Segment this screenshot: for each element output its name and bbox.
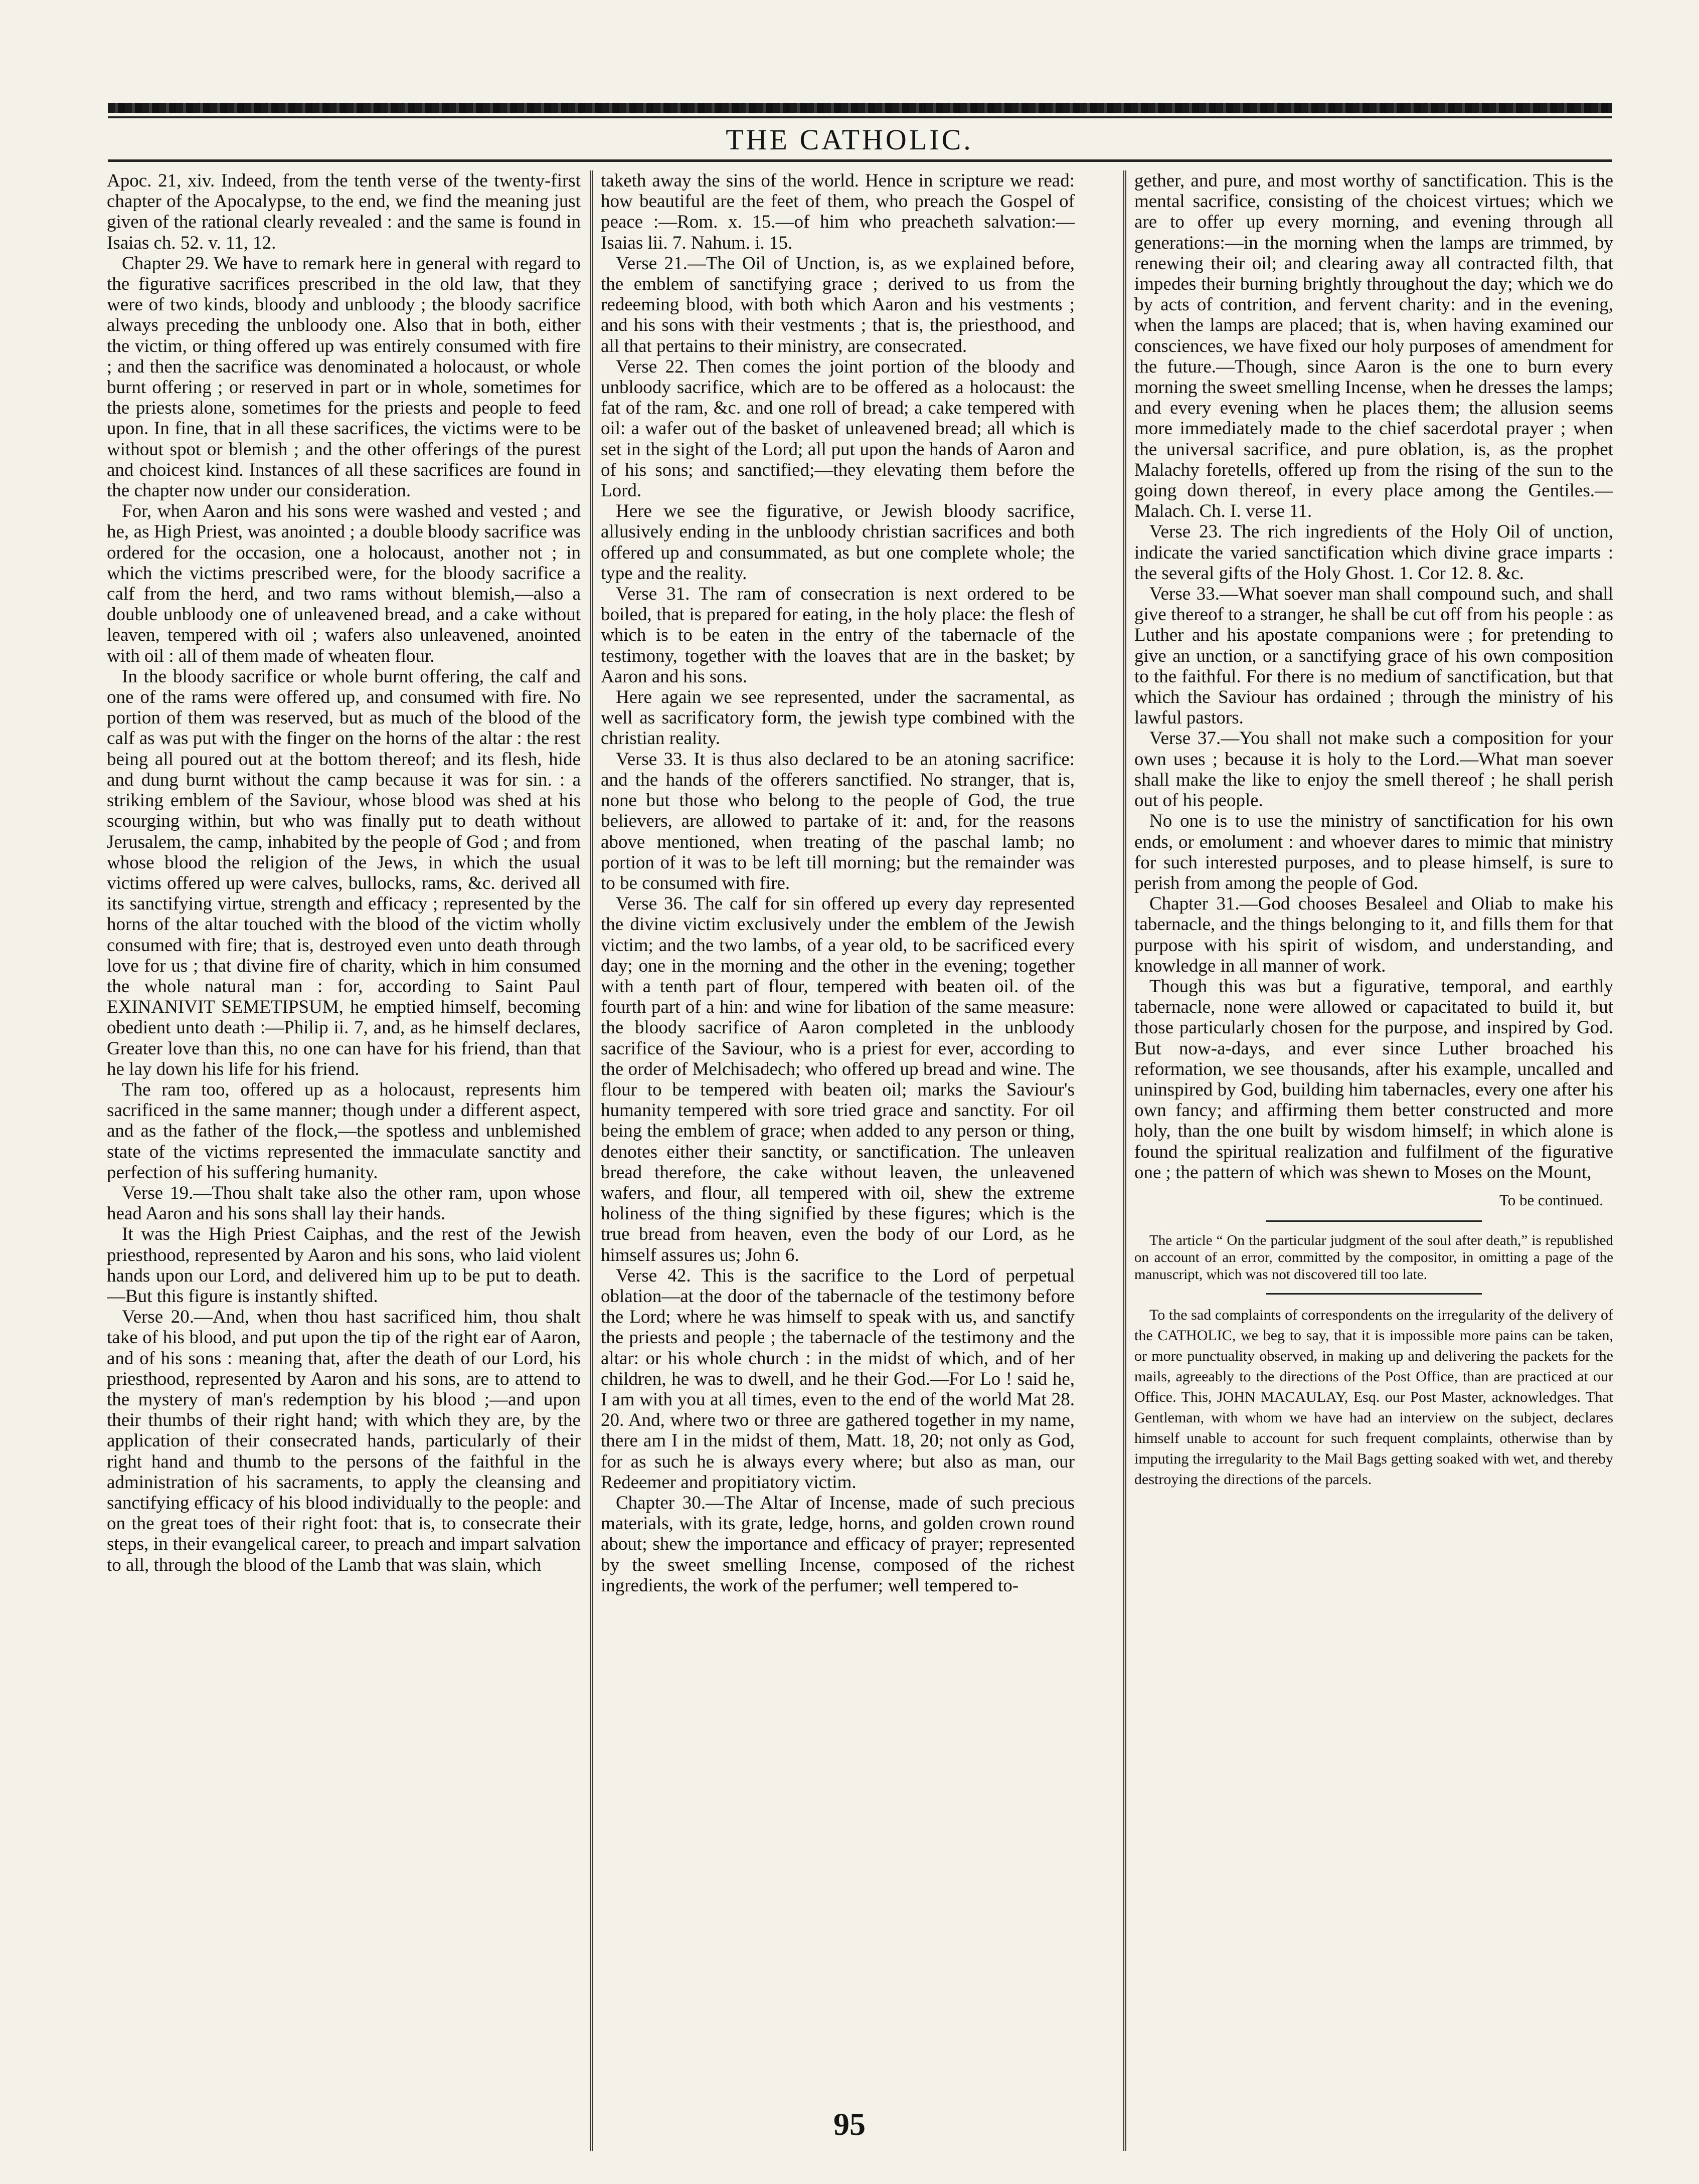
column-1: [107, 170, 581, 2098]
delivery-notice: To the sad complaints of correspondents on the irregularity of the delivery of the CATHOLIC, we beg to say, that it is impossible more pains can be taken, or more punctuality observed, in making up and delivering the packets for the mails, agreeably to the directions of the Post Office, than are practiced at our Office. This, JOHN MACAULAY, Esq. our Post Master, acknowledges. That Gentleman, with whom we have had an interview on the subject, declares himself unable to account for such frequent complaints, otherwise than by imputing the irregularity to the Mail Bags getting soaked with wet, and thereby destroying the directions of the parcels.: [1134, 1307, 1613, 1488]
top-ornamental-rule: [108, 103, 1612, 113]
paragraph: Apoc. 21, xiv. Indeed, from the tenth verse of the twenty-first chapter of the Apocalypse, to the end, we find the meaning just given of the rational clearly revealed : and the same is found in Isaias ch. 52. v. 11, 12.: [107, 170, 581, 253]
paragraph: Here again we see represented, under the sacramental, as well as sacrificatory form, the jewish type combined with the christian reality.: [601, 687, 1075, 749]
paragraph: Verse 33. It is thus also declared to be an atoning sacrifice: and the hands of the offerers sanctified. No stranger, that is, none but those who belong to the people of God, the true believers, are allowed to partake of it: and, for the reasons above mentioned, when treating of the paschal lamb; no portion of it was to be left till morning; but the remainder was to be consumed with fire.: [601, 749, 1075, 893]
column-divider: [1123, 170, 1126, 2151]
paragraph: Verse 20.—And, when thou hast sacrificed him, thou shalt take of his blood, and put upon the tip of the right ear of Aaron, and of his sons : meaning that, after the death of our Lord, his priesthood, represented by Aaron and his sons, are to attend to the mystery of man's redemption by his blood ;—and upon their thumbs of their right hand; with which they are, by the application of their consecrated hands, particularly of their right hand and thumb to the persons of the faithful in the administration of his sacraments, to apply the cleansing and sanctifying efficacy of his blood individually to the people: and on the great toes of their right foot: that is, to consecrate their steps, in their evangelical career, to preach and impart salvation to all, through the blood of the Lamb that was slain, which: [107, 1307, 581, 1575]
separator-rule: [1266, 1293, 1482, 1295]
column-3: [1134, 170, 1613, 2098]
paragraph: Verse 31. The ram of consecration is next ordered to be boiled, that is prepared for eating, in the holy place: the flesh of which is to be eaten in the entry of the tabernacle of the testimony, together with the loaves that are in the basket; by Aaron and his sons.: [601, 584, 1075, 687]
paragraph: gether, and pure, and most worthy of sanctification. This is the mental sacrifice, consisting of the choicest virtues; which we are to offer up every morning, and evening through all generations:—in the morning when the lamps are trimmed, by renewing their oil; and clearing away all contracted filth, that impedes their burning brightly throughout the day; which we do by acts of contrition, and fervent charity: and in the evening, when the lamps are placed; that is, when having examined our consciences, we have fixed our holy purposes of amendment for the future.—Though, since Aaron is the one to burn every morning the sweet smelling Incense, when he dresses the lamps; and every evening when he places them; the allusion seems more immediately made to the chief sacerdotal prayer ; when the universal sacrifice, and pure oblation, is, as the prophet Malachy foretells, offered up from the rising of the sun to the going down thereof, in every place among the Gentiles.—Malach. Ch. I. verse 11.: [1134, 170, 1613, 522]
to-be-continued: To be continued.: [1499, 1191, 1603, 1209]
paragraph: The ram too, offered up as a holocaust, represents him sacrificed in the same manner; though under a different aspect, and as the father of the flock,—the spotless and unblemished state of the victims represented the immaculate sanctity and perfection of his suffering humanity.: [107, 1079, 581, 1183]
paragraph: In the bloody sacrifice or whole burnt offering, the calf and one of the rams were offered up, and consumed with fire. No portion of them was reserved, but as much of the blood of the calf as was put with the finger on the horns of the altar : the rest being all poured out at the bottom thereof; and its flesh, hide and dung burnt without the camp because it was for sin. : a striking emblem of the Saviour, whose blood was shed at his scourging within, but who was finally put to death without Jerusalem, the camp, inhabited by the people of God ; and from whose blood the religion of the Jews, in which the usual victims offered up were calves, bullocks, rams, &c. derived all its sanctifying virtue, strength and efficacy ; represented by the horns of the altar touched with the blood of the victim wholly consumed with fire; that is, destroyed even unto death through love for us ; that divine fire of charity, which in him consumed the whole natural man : for, according to Saint Paul EXINANIVIT SEMETIPSUM, he emptied himself, becoming obedient unto death :—Philip ii. 7, and, as he himself declares, Greater love than this, no one can have for his friend, than that he lay down his life for his friend.: [107, 666, 581, 1079]
paragraph: Verse 33.—What soever man shall compound such, and shall give thereof to a stranger, he shall be cut off from his people : as Luther and his apostate companions were ; for pretending to give an unction, or a sanctifying grace of his own composition to the faithful. For there is no medium of sanctification, but that which the Saviour has ordained ; through the ministry of his lawful pastors.: [1134, 584, 1613, 729]
column-divider: [590, 170, 593, 2151]
paragraph: Verse 42. This is the sacrifice to the Lord of perpetual oblation—at the door of the tabernacle of the testimony before the Lord; where he was himself to speak with us, and sanctify the priests and people ; the tabernacle of the testimony and the altar: or his whole church : in the midst of which, and of her children, he was to dwell, and he their God.—For Lo ! said he, I am with you at all times, even to the end of the world Mat 28. 20. And, where two or three are gathered together in my name, there am I in the midst of them, Matt. 18, 20; not only as God, for as such he is always every where; but also as man, our Redeemer and propitiatory victim.: [601, 1265, 1075, 1493]
column-2: [601, 170, 1075, 2098]
paragraph: For, when Aaron and his sons were washed and vested ; and he, as High Priest, was anointed ; a double bloody sacrifice was ordered for the occasion, one a holocaust, another not ; in which the victims prescribed were, for the bloody sacrifice a calf from the herd, and two rams without blemish,—also a double unbloody one of unleavened bread, and a cake without leaven, tempered with oil ; wafers also unleavened, anointed with oil : all of them made of wheaten flour.: [107, 501, 581, 666]
paragraph: It was the High Priest Caiphas, and the rest of the Jewish priesthood, represented by Aaron and his sons, who laid violent hands upon our Lord, and delivered him up to be put to death.—But this figure is instantly shifted.: [107, 1224, 581, 1307]
paragraph: Here we see the figurative, or Jewish bloody sacrifice, allusively ending in the unbloody christian sacrifices and both offered up and consummated, as but one complete whole; the type and the reality.: [601, 501, 1075, 584]
separator-rule: [1266, 1220, 1482, 1222]
running-title: THE CATHOLIC.: [726, 123, 973, 156]
paragraph: Verse 36. The calf for sin offered up every day represented the divine victim exclusively under the emblem of the Jewish victim; and the two lambs, of a year old, to be sacrificed every day; one in the morning and the other in the evening; together with a tenth part of flour, tempered with beaten oil. of the fourth part of a hin: and wine for libation of the same measure: the bloody sacrifice of Aaron completed in the unbloody sacrifice of the Saviour, who is a priest for ever, according to the order of Melchisadech; who offered up bread and wine. The flour to be tempered with beaten oil; marks the Saviour's humanity tempered with sore tried grace and sanctity. For oil being the emblem of grace; when added to any person or thing, denotes either their sanctity, or sanctification. The unleaven bread therefore, the cake without leaven, the unleavened wafers, and flour, all tempered with oil, shew the extreme holiness of the thing signified by these figures; which is the true bread from heaven, even the body of our Lord, as he himself assures us; John 6.: [601, 893, 1075, 1265]
paragraph: Verse 19.—Thou shalt take also the other ram, upon whose head Aaron and his sons shall lay their hands.: [107, 1182, 581, 1224]
paragraph: Verse 23. The rich ingredients of the Holy Oil of unction, indicate the varied sanctification which divine grace imparts : the several gifts of the Holy Ghost. 1. Cor 12. 8. &c.: [1134, 521, 1613, 584]
paragraph: Verse 21.—The Oil of Unction, is, as we explained before, the emblem of sanctifying grace ; derived to us from the redeeming blood, with both which Aaron and his vestments ; and his sons with their vestments ; that is, the priesthood, and all that pertains to their ministry, are consecrated.: [601, 253, 1075, 356]
erratum-note: The article “ On the particular judgment of the soul after death,” is republished on account of an error, committed by the compositor, in omitting a page of the manuscript, which was not discovered till too late.: [1134, 1232, 1613, 1283]
paragraph: Verse 22. Then comes the joint portion of the bloody and unbloody sacrifice, which are to be offered as a holocaust: the fat of the ram, &c. and one roll of bread; a cake tempered with oil: a wafer out of the basket of unleavened bread; all which is set in the sight of the Lord; all put upon the hands of Aaron and of his sons; and sanctified;—they elevating them before the Lord.: [601, 356, 1075, 501]
paragraph: Chapter 29. We have to remark here in general with regard to the figurative sacrifices prescribed in the old law, that they were of two kinds, bloody and unbloody ; the bloody sacrifice always preceding the unbloody one. Also that in both, either the victim, or thing offered up was entirely consumed with fire ; and then the sacrifice was denominated a holocaust, or whole burnt offering ; or reserved in part or in whole, sometimes for the priests alone, sometimes for the priests and people to feed upon. In fine, that in all these sacrifices, the victims were to be without spot or blemish ; and the other offerings of the purest and choicest kind. Instances of all these sacrifices are found in the chapter now under our consideration.: [107, 253, 581, 501]
page-number: 95: [833, 2106, 866, 2142]
paragraph: taketh away the sins of the world. Hence in scripture we read: how beautiful are the feet of them, who preach the Gospel of peace :—Rom. x. 15.—of him who preacheth salvation:—Isaias lii. 7. Nahum. i. 15.: [601, 170, 1075, 253]
top-thin-rule: [108, 116, 1612, 118]
paragraph: Verse 37.—You shall not make such a composition for your own uses ; because it is holy to the Lord.—What man soever shall make the like to enjoy the smell thereof ; he shall perish out of his people.: [1134, 728, 1613, 811]
paragraph: Though this was but a figurative, temporal, and earthly tabernacle, none were allowed or capacitated to build it, but those particularly chosen for the purpose, and inspired by God. But now-a-days, and ever since Luther broached his reformation, we see thousands, after his example, uncalled and uninspired by God, building him tabernacles, every one after his own fancy; and affirming them better constructed and more holy, than the one built by wisdom himself; in which alone is found the spiritual realization and fulfilment of the figurative one ; the pattern of which was shewn to Moses on the Mount,: [1134, 976, 1613, 1183]
header-underline: [108, 159, 1612, 162]
paragraph: Chapter 30.—The Altar of Incense, made of such precious materials, with its grate, ledge, horns, and golden crown round about; shew the importance and efficacy of prayer; represented by the sweet smelling Incense, composed of the richest ingredients, the work of the perfumer; well tempered to-: [601, 1493, 1075, 1596]
paragraph: Chapter 31.—God chooses Besaleel and Oliab to make his tabernacle, and the things belonging to it, and fills them for that purpose with his spirit of wisdom, and understanding, and knowledge in all manner of work.: [1134, 893, 1613, 976]
paragraph: No one is to use the ministry of sanctification for his own ends, or emolument : and whoever dares to mimic that ministry for such interested purposes, and to please himself, is sure to perish from among the people of God.: [1134, 811, 1613, 893]
